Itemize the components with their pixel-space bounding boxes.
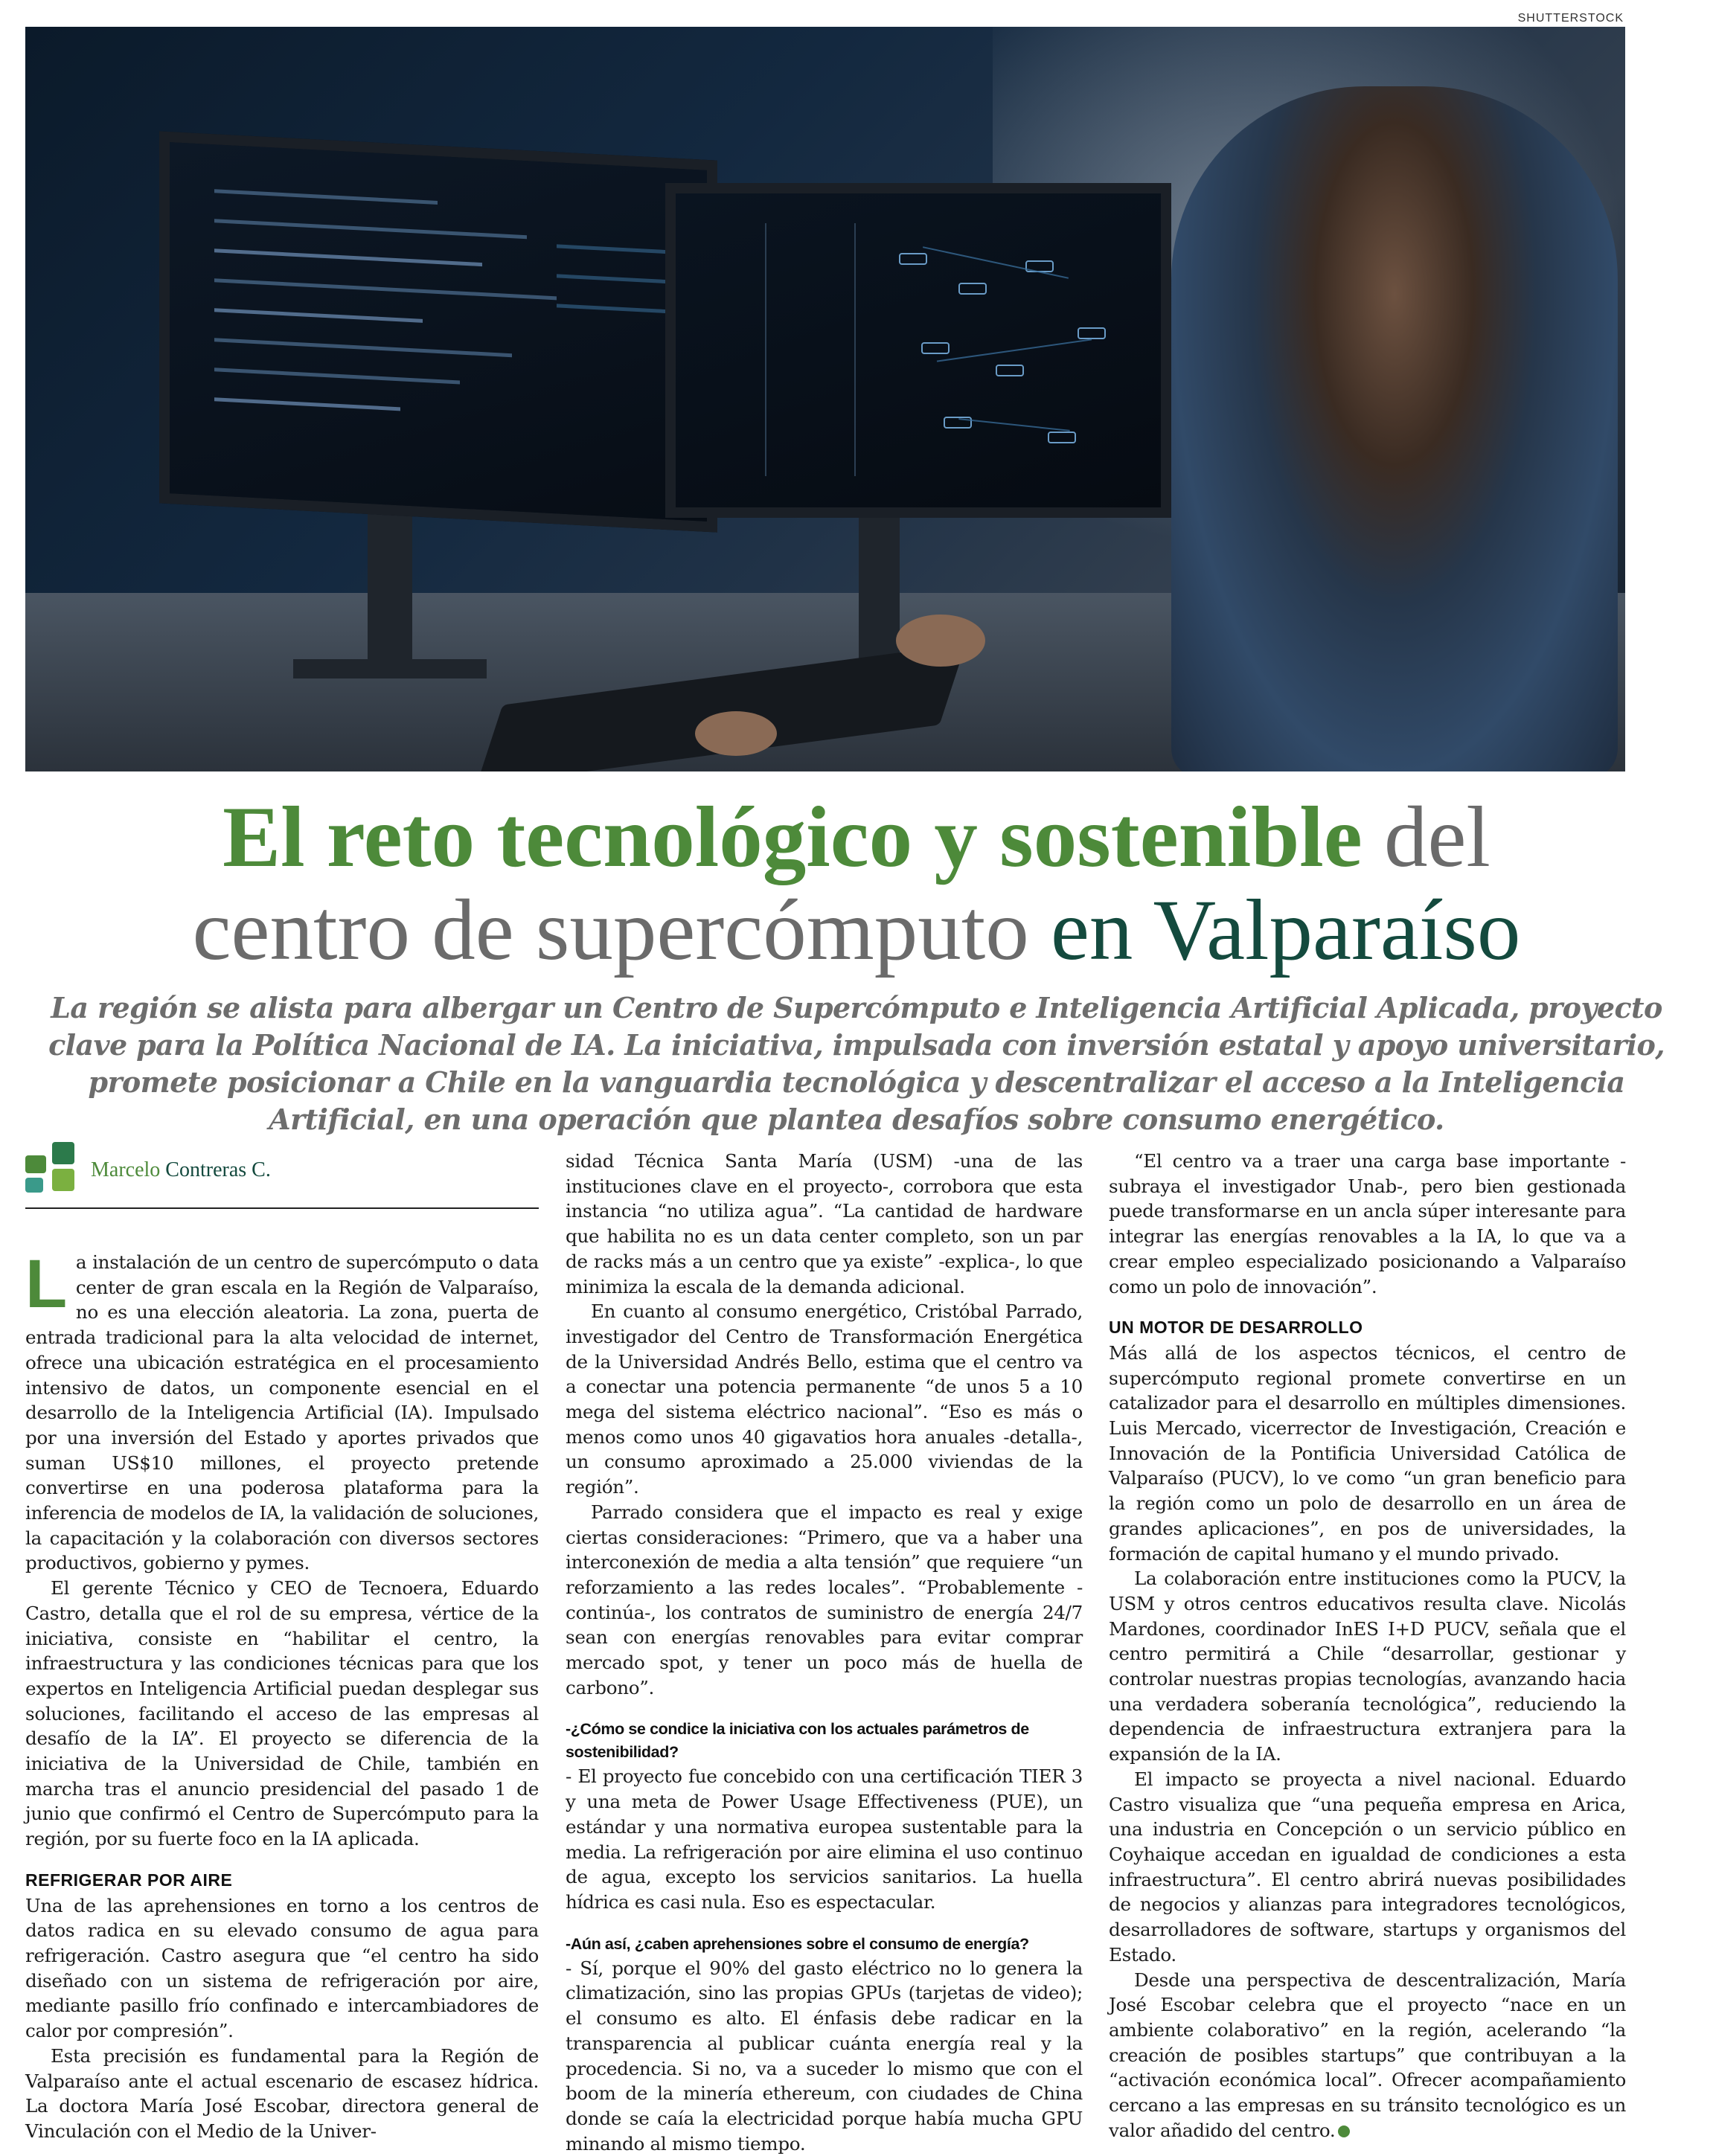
body-paragraph: “El centro va a traer una carga base importante -subraya el investigador Unab-, pero bien gestionada puede transformarse en un ancla súper interesante para integrar las energías renovables a la IA, lo que va a crear empleo especializado posicionando a Valparaíso como un polo de innovación”. (1109, 1150, 1626, 1297)
body-paragraph: El gerente Técnico y CEO de Tecnoera, Eduardo Castro, detalla que el rol de su empresa, vértice de la iniciativa, consiste en “habilitar el centro, la infraestructura y las condiciones técnicas para que los expertos en Inteligencia Artificial puedan desplegar sus soluciones, facilitando el acceso de las empresas al desafío de la IA”. El proyecto se diferencia de la iniciativa de la Universidad de Chile, también en marcha tras el anuncio presidencial del pasado 1 de junio que confirmó el Centro de Supercómputo para la región, por su fuerte foco en la IA aplicada. (25, 1577, 539, 1850)
body-paragraph: Una de las aprehensiones en torno a los centros de datos radica en su elevado consumo de agua para refrigeración. Castro asegura que “el centro ha sido diseñado con un sistema de refrigeración por aire, mediante pasillo frío confinado e intercambiadores de calor por compresión”. (25, 1894, 539, 2042)
body-paragraph: La colaboración entre instituciones como la PUCV, la USM y otros centros educativos resulta clave. Nicolás Mardones, coordinador InES I+D PUCV, señala que el centro permitirá a Chile “desarrollar, gestionar y controlar nuestras propias tecnologías, avanzando hacia una verdadera soberanía tecnológica”, reduciendo la dependencia de infraestructura extranjera para la expansión de la IA. (1109, 1568, 1626, 1765)
body-paragraph: Más allá de los aspectos técnicos, el centro de supercómputo regional promete convertirse en un catalizador para el desarrollo en múltiples dimensiones. Luis Mercado, vicerrector de Investigación, Creación e Innovación de la Pontificia Universidad Católica de Valparaíso (PUCV), lo ve como “un gran beneficio para la región como un polo de desarrollo en un área de grandes aplicaciones”, en pos de universidades, la formación de capital humano y el mundo privado. (1109, 1341, 1626, 1565)
end-mark-icon (1338, 2125, 1350, 2137)
lead-paragraph: La región se alista para albergar un Centro de Supercómputo e Inteligencia Artificial Aplicada, proyecto clave para la Política Nacional de IA. La iniciativa, impulsada con inversión estatal y apoyo universitario, promete posicionar a Chile en la vanguardia tecnológica y descentralizar el acceso a la Inteligencia Artificial, en una operación que plantea desafíos sobre consumo energético. (48, 991, 1665, 1136)
byline (25, 1142, 539, 1209)
body-paragraph: Esta precisión es fundamental para la Región de Valparaíso ante el actual escenario de escasez hídrica. La doctora María José Escobar, directora general de Vinculación con el Medio de la Univer- (25, 2044, 539, 2142)
body-paragraph: sidad Técnica Santa María (USM) -una de las instituciones clave en el proyecto-, corrobora que esta instancia “no utiliza agua”. “La cantidad de hardware que habilita no es un data center completo, son un par de racks más a un centro que ya existe” -explica-, lo que minimiza la escala de la demanda adicional. (566, 1150, 1083, 1297)
headline-line-1: El reto tecnológico y sostenible del (222, 789, 1491, 885)
interview-answer: - Sí, porque el 90% del gasto eléctrico no lo genera la climatización, sino las propias GPUs (tarjetas de video); el consumo es alto. El énfasis debe radicar en la transparencia al publicar cuánta energía real y la procedencia. Si no, va a suceder lo mismo que con el boom de la minería ethereum, con ciudades de China donde se caía la electricidad porque había mucha GPU minando al mismo tiempo. (566, 1957, 1083, 2155)
section-heading: REFRIGERAR POR AIRE (25, 1870, 233, 1890)
drop-cap: L (25, 1246, 67, 1322)
author-name: Marcelo Contreras C. (91, 1158, 271, 1181)
column-1 (25, 1246, 539, 2144)
body-paragraph: Desde una perspectiva de descentralización, María José Escobar celebra que el proyecto “nace en un ambiente colaborativo” en la región, acelerando “la creación de posibles startups” que contribuyan a la “activación económica local”. Ofrecer acompañamiento cercano a las empresas en su tránsito tecnológico es un valor añadido del centro. (1109, 1969, 1626, 2141)
body-paragraph: En cuanto al consumo energético, Cristóbal Parrado, investigador del Centro de Transformación Energética de la Universidad Andrés Bello, estima que el centro va a conectar una potencia permanente “de unos 5 a 10 mega del sistema eléctrico nacional”. “Eso es más o menos como unos 40 gigavatios hora anuales -detalla-, un consumo aproximado a 25.000 viviendas de la región”. (566, 1300, 1083, 1498)
column-2 (566, 1149, 1083, 2156)
body-paragraph: Parrado considera que el impacto es real y exige ciertas consideraciones: “Primero, que va a haber una interconexión de media a alta tensión” que requiere “un reforzamiento a las redes locales”. “Probablemente -continúa-, los contratos de suministro de energía 24/7 sean con energías renovables para evitar comprar mercado spot, y tener un poco más de huella de carbono”. (566, 1501, 1083, 1698)
section-heading: UN MOTOR DE DESARROLLO (1109, 1318, 1363, 1338)
newspaper-logo-icon (25, 1142, 79, 1194)
person-at-computer (1171, 86, 1618, 771)
right-monitor (665, 183, 1171, 518)
photo-credit: SHUTTERSTOCK (1517, 12, 1624, 25)
interview-answer: - El proyecto fue concebido con una certificación TIER 3 y una meta de Power Usage Effectiveness (PUE), un estándar y una normativa europea sustentable para la media. La refrigeración por aire elimina el uso continuo de agua, excepto los servicios sanitarios. La huella hídrica es casi nula. Eso es espectacular. (566, 1765, 1083, 1913)
left-monitor (159, 131, 717, 532)
interview-question: -Aún así, ¿caben aprehensiones sobre el consumo de energía? (566, 1934, 1029, 1953)
column-3 (1109, 1149, 1626, 2143)
interview-question: -¿Cómo se condice la iniciativa con los actuales parámetros de sostenibilidad? (566, 1720, 1029, 1762)
article-photo (25, 27, 1625, 771)
headline-line-2: centro de supercómputo en Valparaíso (192, 882, 1521, 978)
body-paragraph: a instalación de un centro de supercómputo o data center de gran escala en la Región de Valparaíso, no es una elección aleatoria. La zona, puerta de entrada tradicional para la alta velocidad de internet, ofrece una ubicación estratégica en el procesamiento intensivo de datos, un componente esencial en el desarrollo de la Inteligencia Artificial (IA). Impulsado por una inversión del Estado y aportes privados que suman US$10 millones, el proyecto pretende convertirse en una poderosa plataforma para la inferencia de modelos de IA, la validación de soluciones, la capacitación y la colaboración con diversos sectores productivos, gobierno y pymes. (25, 1251, 539, 1574)
body-paragraph: El impacto se proyecta a nivel nacional. Eduardo Castro visualiza que “una pequeña empresa en Arica, una industria en Concepción o un servicio público en Coyhaique accedan en igualdad de condiciones a esta infraestructura”. El centro abrirá nuevas posibilidades de negocios y alianzas para integradores tecnológicos, desarrolladores de software, startups y organismos del Estado. (1109, 1768, 1626, 1966)
